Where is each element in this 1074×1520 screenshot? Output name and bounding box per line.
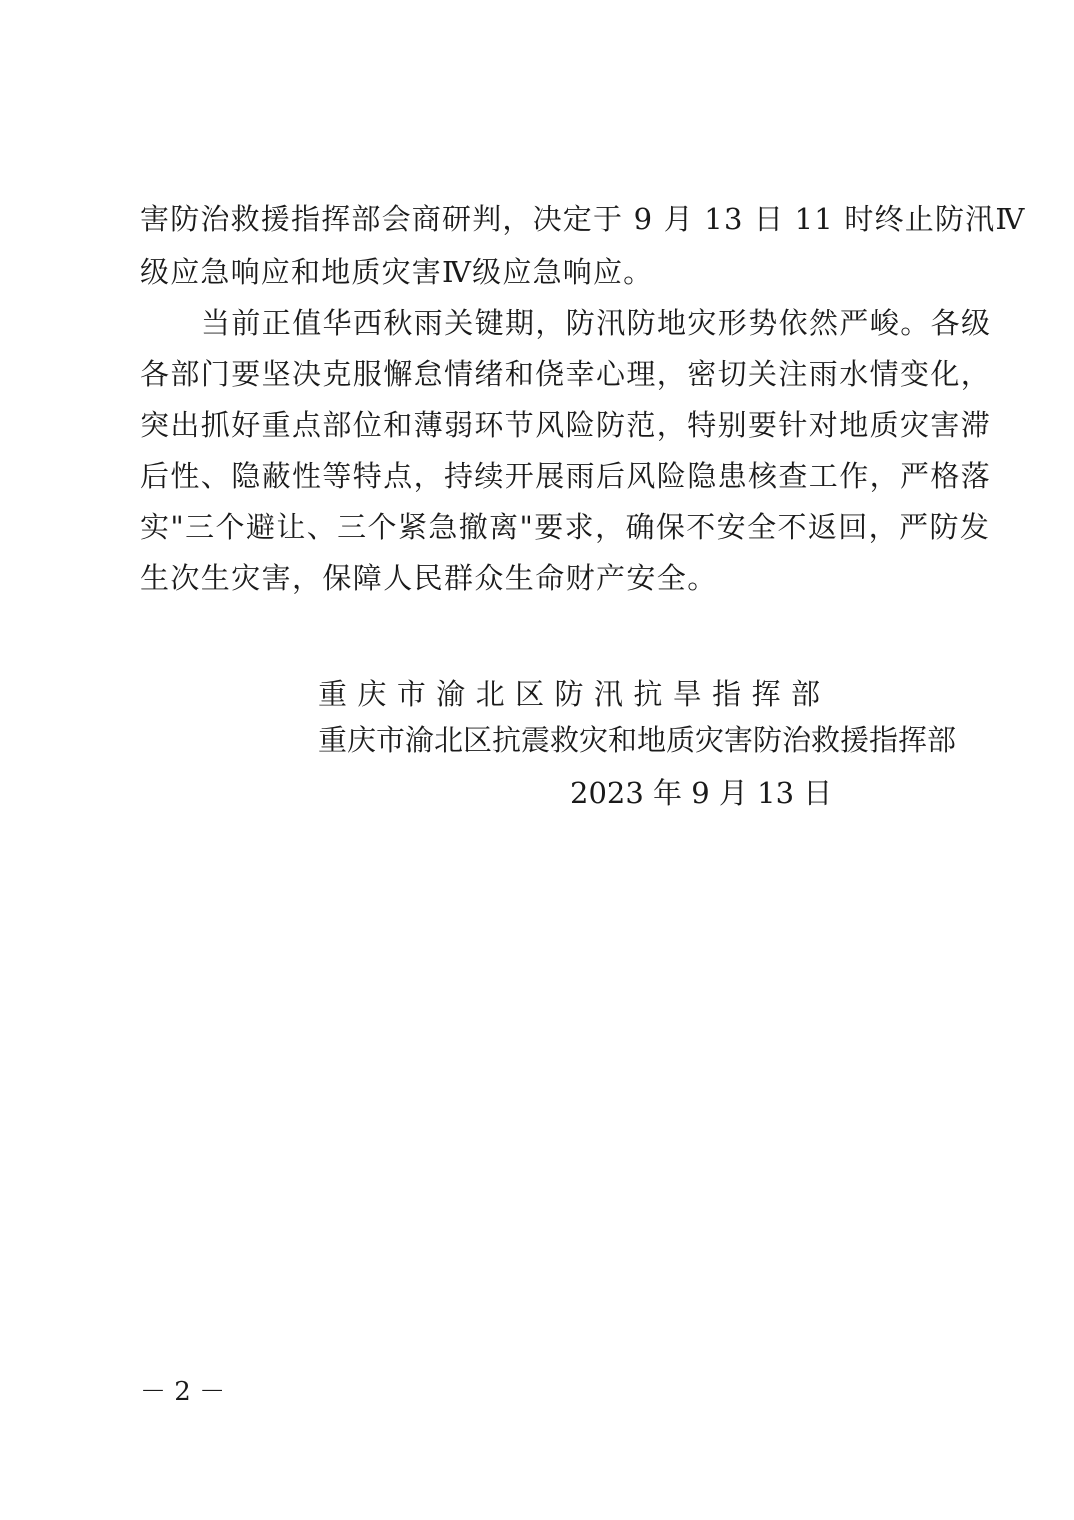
paragraph-2-line-1: 当前正值华西秋雨关键期，防汛防地灾形势依然严峻。各级 <box>201 306 992 340</box>
paragraph-2-line-2: 各部门要坚决克服懈怠情绪和侥幸心理，密切关注雨水情变化， <box>140 357 992 391</box>
paragraph-2-line-6: 生次生灾害，保障人民群众生命财产安全。 <box>140 561 718 595</box>
paragraph-1-line-2: 级应急响应和地质灾害Ⅳ级应急响应。 <box>140 255 654 289</box>
signature-date: 2023 年 9 月 13 日 <box>570 776 833 810</box>
paragraph-2-line-3: 突出抓好重点部位和薄弱环节风险防范，特别要针对地质灾害滞 <box>140 408 992 442</box>
paragraph-2-line-5: 实"三个避让、三个紧急撤离"要求，确保不安全不返回，严防发 <box>140 510 991 544</box>
signature-org-2: 重庆市渝北区抗震救灾和地质灾害防治救援指挥部 <box>318 723 957 757</box>
signature-org-1: 重 庆 市 渝 北 区 防 汛 抗 旱 指 挥 部 <box>318 677 821 711</box>
page-number: － 2 － <box>140 1377 226 1407</box>
paragraph-2-line-4: 后性、隐蔽性等特点，持续开展雨后风险隐患核查工作，严格落 <box>140 459 992 493</box>
paragraph-1-line-1: 害防治救援指挥部会商研判，决定于 9 月 13 日 11 时终止防汛Ⅳ <box>140 202 1026 236</box>
